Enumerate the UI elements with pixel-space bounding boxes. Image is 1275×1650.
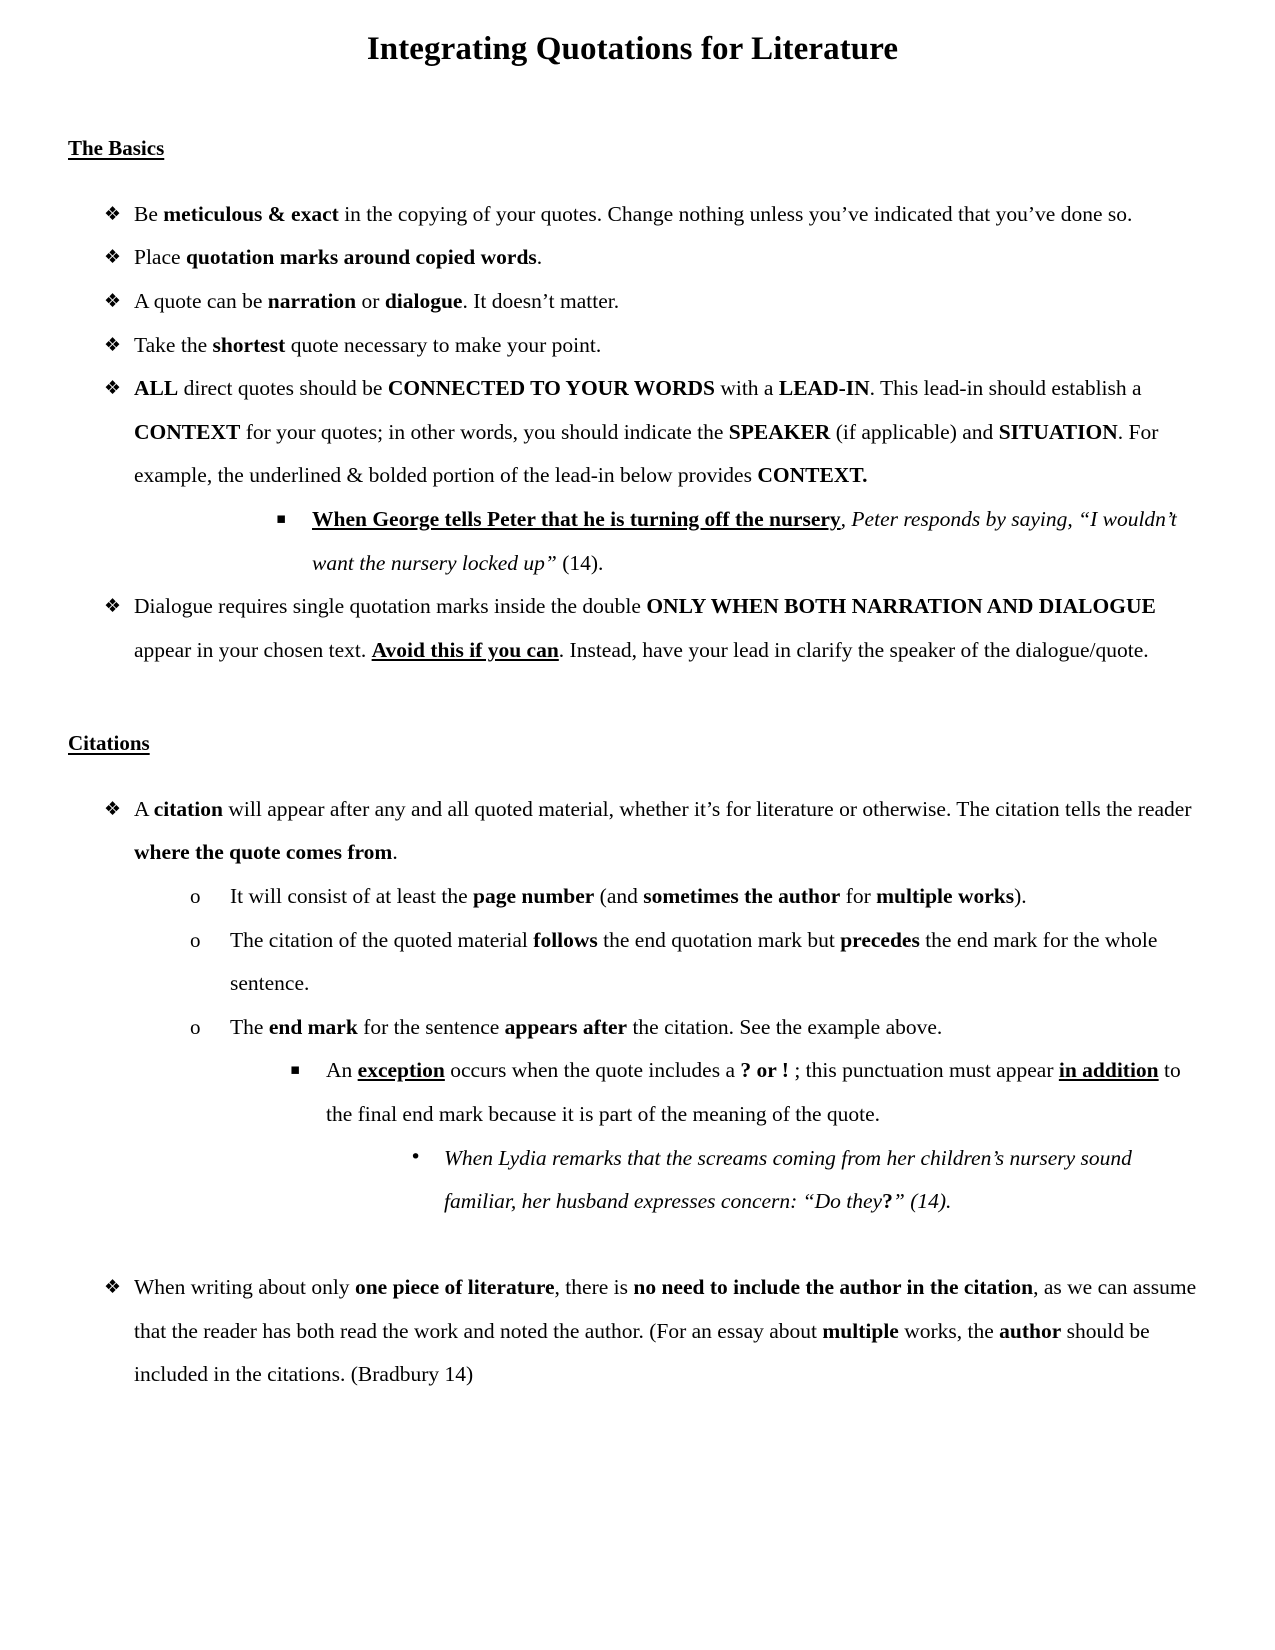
text-run-bold: page number: [473, 883, 595, 908]
text-run-bold: quotation marks around copied words: [185, 245, 537, 270]
text-run-bold: end mark: [268, 1014, 358, 1039]
text-run-italic: When Lydia remarks that the screams coming from her children’s nursery sound familiar, her husband expresses concern: “Do they: [444, 1145, 1132, 1214]
diamond-bullet-icon: ❖: [104, 333, 122, 356]
basics-bullet-list: [68, 193, 1197, 673]
text-run-bold: SPEAKER: [728, 419, 831, 444]
page-title: Integrating Quotations for Literature: [366, 31, 899, 67]
diamond-bullet-icon: ❖: [104, 246, 122, 269]
text-run-italic: ” (14).: [892, 1189, 952, 1214]
text-run: The citation of the quoted material: [230, 927, 534, 952]
text-run: the end mark for the whole sentence.: [230, 927, 1158, 996]
list-item: [266, 1049, 1197, 1224]
list-item: [68, 585, 1197, 672]
text-run: (if applicable) and: [830, 419, 999, 444]
list-item: [68, 324, 1197, 368]
text-run: . It doesn’t matter.: [462, 288, 620, 313]
bullet-text: [134, 376, 1158, 487]
text-run: , as we can assume that the reader has both read the work and noted the author. (For an essay about: [134, 1275, 1197, 1343]
diamond-bullet-icon: ❖: [104, 595, 122, 618]
exception-sublist: [266, 1049, 1197, 1224]
text-run-bold: ALL: [134, 376, 179, 401]
text-run: the citation. See the example above.: [627, 1014, 943, 1039]
text-run-bold: author: [999, 1318, 1062, 1343]
text-run-bold: narration: [267, 288, 357, 313]
bullet-text: [134, 202, 1132, 226]
text-run-bold: dialogue: [384, 288, 463, 313]
disc-bullet-icon: •: [410, 1145, 422, 1168]
text-run: to the final end mark because it is part of the meaning of the quote.: [326, 1058, 1181, 1127]
text-run-bold-underline: exception: [357, 1058, 445, 1083]
text-run: quote necessary to make your point.: [285, 332, 602, 357]
text-run: When writing about only: [134, 1275, 355, 1300]
text-run: , there is: [554, 1275, 634, 1300]
text-run: . For example, the underlined & bolded portion of the lead-in below provides: [134, 419, 1159, 488]
citation-detail-sublist: [168, 875, 1197, 1224]
text-run: ).: [1014, 883, 1027, 908]
list-item: [384, 1137, 1197, 1224]
list-item: [168, 919, 1197, 1006]
text-run-bold-underline: Avoid this if you can: [371, 638, 559, 662]
list-item: [68, 280, 1197, 324]
text-run: or: [356, 288, 385, 313]
bullet-text: [134, 1275, 1196, 1386]
text-run-bold: meticulous & exact: [163, 201, 339, 226]
text-run-bold-underline: When George tells Peter that he is turning off the nursery: [312, 507, 841, 532]
diamond-bullet-icon: ❖: [104, 377, 122, 400]
text-run-bold: ?: [882, 1189, 893, 1214]
text-run: Place: [134, 245, 186, 270]
text-run: .: [536, 245, 543, 270]
text-run: (and: [594, 883, 644, 908]
text-run: for your quotes; in other words, you should indicate the: [240, 419, 729, 444]
text-run-bold-underline: in addition: [1058, 1058, 1159, 1083]
text-run-italic: , Peter responds by saying, “I wouldn’t want the nursery locked up”: [312, 507, 1177, 575]
text-run-bold: CONTEXT: [134, 419, 241, 444]
text-run: should be included in the citations. (Bradbury 14): [134, 1318, 1150, 1387]
text-run: the end quotation mark but: [597, 927, 841, 952]
text-run-bold: follows: [533, 927, 598, 952]
text-run: .: [392, 840, 398, 865]
list-item: [68, 788, 1197, 1224]
text-run-bold: shortest: [212, 332, 286, 357]
text-run: A: [134, 796, 154, 821]
text-run-bold: ? or !: [740, 1058, 789, 1083]
text-run-bold: appears after: [504, 1014, 628, 1039]
bullet-text: [230, 928, 1157, 996]
text-run-bold: multiple: [822, 1318, 899, 1343]
text-run: Be: [134, 201, 164, 226]
text-run: Take the: [134, 332, 213, 357]
example-sublist: [384, 1137, 1197, 1224]
text-run-bold: CONNECTED TO YOUR WORDS: [387, 376, 715, 401]
text-run: The: [230, 1014, 269, 1039]
text-run: appear in your chosen text.: [134, 638, 372, 662]
text-run-bold: ONLY WHEN BOTH NARRATION AND DIALOGUE: [646, 594, 1156, 619]
text-run-bold: citation: [153, 796, 223, 821]
text-run: . This lead-in should establish a: [869, 376, 1142, 401]
example-sublist: [252, 498, 1197, 585]
text-run-bold: no need to include the author in the citation: [633, 1275, 1034, 1300]
text-run: in the copying of your quotes. Change nothing unless you’ve indicated that you’ve done so.: [338, 201, 1133, 226]
list-item: [252, 498, 1197, 585]
list-item: [68, 193, 1197, 237]
text-run: occurs when the quote includes a: [444, 1058, 741, 1083]
circle-o-bullet-icon: o: [190, 927, 201, 952]
bullet-text: [134, 797, 1192, 865]
diamond-bullet-icon: ❖: [104, 797, 122, 820]
list-item: [68, 367, 1197, 585]
section-heading-citations: Citations: [68, 730, 150, 755]
text-run: A quote can be: [134, 288, 268, 313]
example-quotation: [312, 507, 1177, 575]
bullet-text: [326, 1058, 1181, 1126]
text-run: It will consist of at least the: [230, 883, 474, 908]
text-run-bold: SITUATION: [998, 419, 1118, 444]
bullet-text: [230, 884, 1027, 908]
text-run-bold: precedes: [840, 927, 920, 952]
square-bullet-icon: ▪: [290, 1060, 301, 1079]
bullet-text: [134, 245, 542, 269]
text-run-bold: LEAD-IN: [778, 376, 870, 401]
bullet-text: [134, 333, 601, 357]
citations-bullet-list: [68, 788, 1197, 1397]
text-run-bold: multiple works: [876, 883, 1015, 908]
bullet-text: [134, 289, 619, 313]
circle-o-bullet-icon: o: [190, 1014, 201, 1039]
text-run-bold: sometimes the author: [643, 883, 841, 908]
diamond-bullet-icon: ❖: [104, 289, 122, 312]
list-item: [168, 875, 1197, 919]
diamond-bullet-icon: ❖: [104, 202, 122, 225]
section-heading-the-basics: The Basics: [68, 135, 165, 160]
text-run: for the sentence: [357, 1014, 505, 1039]
text-run-bold: one piece of literature: [354, 1275, 555, 1300]
example-quotation: [444, 1146, 1132, 1214]
text-run: direct quotes should be: [178, 376, 388, 401]
text-run: with a: [714, 376, 779, 401]
text-run-bold: CONTEXT.: [757, 463, 868, 488]
circle-o-bullet-icon: o: [190, 883, 201, 908]
bullet-text: [230, 1015, 942, 1039]
list-item: [68, 1266, 1197, 1397]
square-bullet-icon: ▪: [276, 509, 287, 528]
text-run-bold: where the quote comes from: [134, 840, 393, 865]
text-run: (14).: [556, 550, 604, 575]
bullet-text: [134, 594, 1156, 662]
text-run: works, the: [898, 1318, 1000, 1343]
text-run: . Instead, have your lead in clarify the speaker of the dialogue/quote.: [558, 638, 1149, 662]
text-run: will appear after any and all quoted material, whether it’s for literature or otherwise. The citation tells the reader: [223, 796, 1192, 821]
list-item: [168, 1006, 1197, 1224]
diamond-bullet-icon: ❖: [104, 1276, 122, 1299]
list-item: [68, 236, 1197, 280]
text-run: An: [326, 1058, 358, 1083]
text-run: Dialogue requires single quotation marks inside the double: [134, 594, 647, 619]
text-run: for: [840, 883, 877, 908]
text-run: ; this punctuation must appear: [788, 1058, 1059, 1083]
